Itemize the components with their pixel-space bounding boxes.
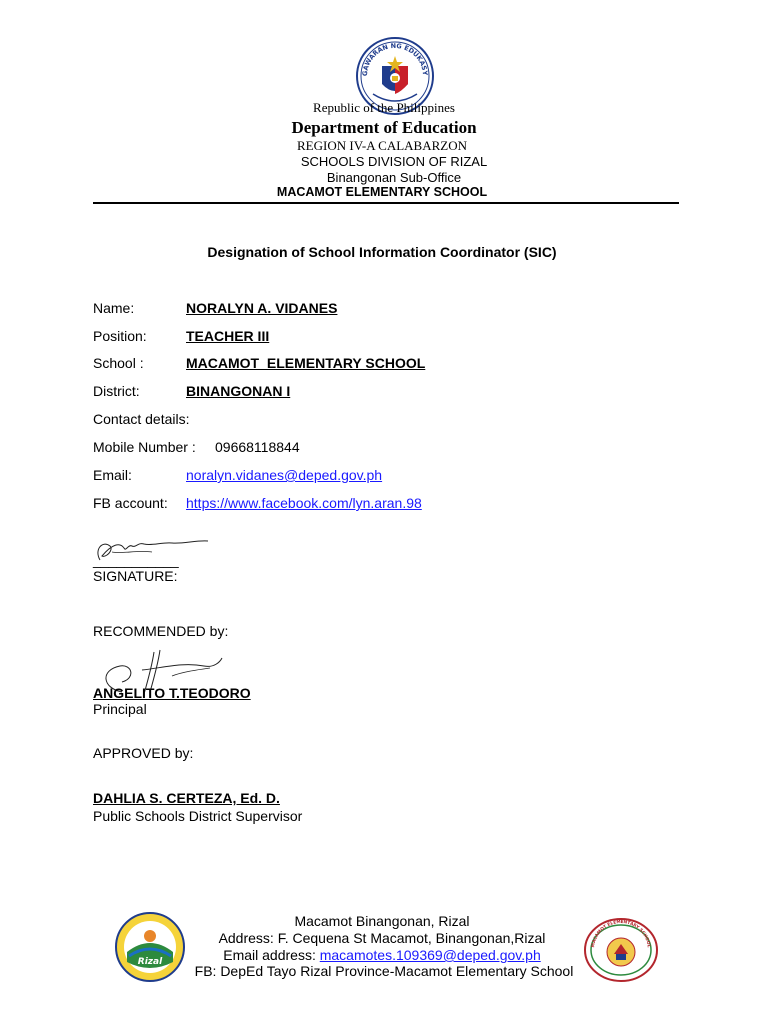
district-label: District: — [93, 383, 140, 399]
footer-email-prefix: Email address: — [223, 947, 320, 963]
recommended-by-label: RECOMMENDED by: — [93, 623, 229, 639]
region-text: REGION IV-A CALABARZON — [297, 138, 467, 153]
principal-title: Principal — [93, 701, 147, 717]
document-title: Designation of School Information Coordinator (SIC) — [207, 244, 557, 260]
position-value: TEACHER III — [186, 328, 270, 344]
position-label: Position: — [93, 328, 147, 344]
name-value: NORALYN A. VIDANES — [186, 300, 338, 316]
school-label: School : — [93, 355, 144, 371]
svg-text:MACAMOT ELEMENTARY SCHOOL: MACAMOT ELEMENTARY SCHOOL — [591, 919, 651, 948]
footer-address: Address: F. Cequena St Macamot, Binangonan,Rizal — [218, 930, 546, 946]
department-title: Department of Education — [291, 118, 477, 137]
signature-line: ___________ — [93, 552, 179, 568]
contact-details-label: Contact details: — [93, 411, 190, 427]
email-link[interactable]: noralyn.vidanes@deped.gov.ph — [186, 467, 383, 483]
fb-account-link[interactable]: https://www.facebook.com/lyn.aran.98 — [186, 495, 422, 511]
division-text: SCHOOLS DIVISION OF RIZAL — [300, 154, 488, 169]
footer-location: Macamot Binangonan, Rizal — [294, 913, 470, 929]
mobile-label: Mobile Number : — [93, 439, 196, 455]
approved-by-label: APPROVED by: — [93, 745, 194, 761]
school-header-text: MACAMOT ELEMENTARY SCHOOL — [276, 185, 488, 199]
supervisor-title: Public Schools District Supervisor — [93, 808, 303, 824]
svg-text:KAGAWARAN NG EDUKASYON: GAWARAN NG EDUKASY — [360, 41, 430, 77]
mobile-value: 09668118844 — [215, 439, 300, 455]
footer-email-link[interactable]: macamotes.109369@deped.gov.ph — [319, 947, 541, 963]
school-value: MACAMOT ELEMENTARY SCHOOL — [186, 355, 426, 371]
sub-office-text: Binangonan Sub-Office — [326, 170, 462, 185]
fb-account-label: FB account: — [93, 495, 168, 511]
header-divider — [93, 202, 679, 204]
email-label: Email: — [93, 467, 132, 483]
principal-name: ANGELITO T.TEODORO — [93, 685, 251, 701]
signature-label: SIGNATURE: — [93, 568, 178, 584]
republic-text: Republic of the Philippines — [313, 100, 455, 115]
footer-fb: FB: DepEd Tayo Rizal Province-Macamot Elementary School — [194, 963, 574, 979]
svg-text:Rizal: Rizal — [137, 957, 163, 967]
district-value: BINANGONAN I — [186, 383, 291, 399]
supervisor-name: DAHLIA S. CERTEZA, Ed. D. — [93, 790, 280, 806]
footer-email — [0, 947, 766, 963]
name-label: Name: — [93, 300, 135, 316]
